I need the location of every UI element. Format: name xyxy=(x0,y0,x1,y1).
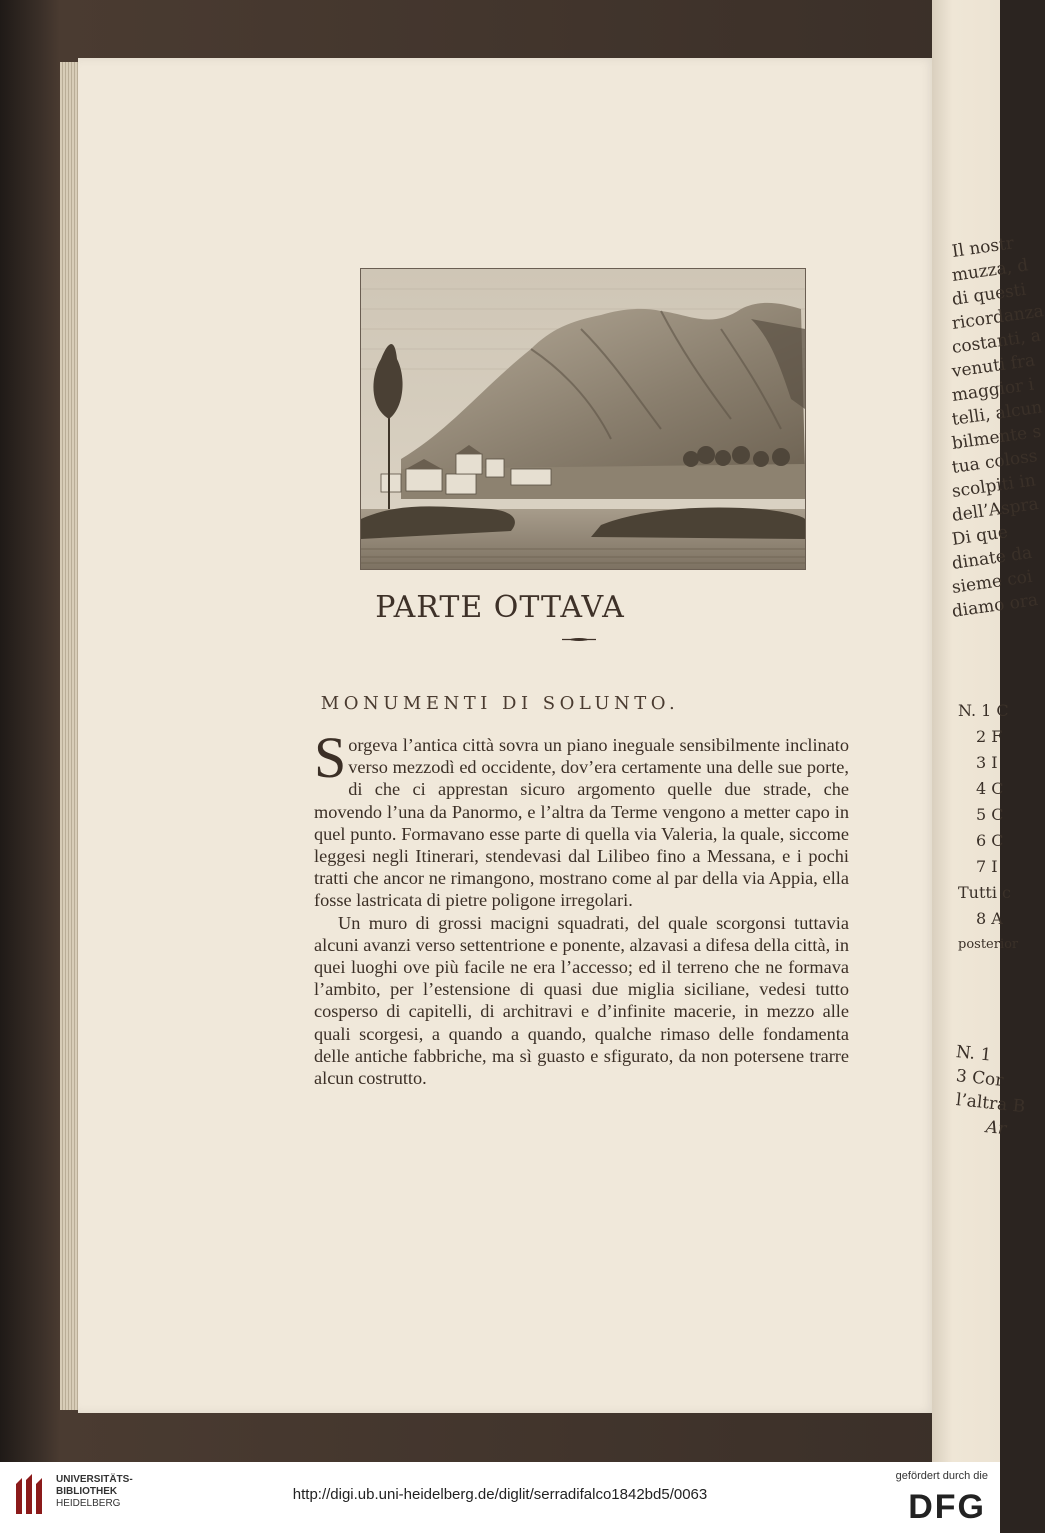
facing-text-block-a xyxy=(950,233,1045,624)
facing-line: muzza, d xyxy=(950,255,1030,286)
facing-page xyxy=(932,0,1045,1462)
ornament-rule xyxy=(562,638,596,641)
paragraph-1 xyxy=(314,725,849,912)
facing-line: telli, alcun xyxy=(950,397,1044,430)
facing-line: 8 A xyxy=(976,909,1003,928)
facing-line: ricordanza xyxy=(950,301,1045,334)
drop-cap: S xyxy=(314,725,347,790)
facing-line: bilmente s xyxy=(950,421,1043,454)
facing-line: di questi xyxy=(950,279,1028,310)
logo-line: HEIDELBERG xyxy=(56,1498,121,1509)
paragraph-2: Un muro di grossi macigni squadrati, del quale scorgonsi tuttavia alcuni avanzi verso settentrione e ponente, alzavasi a difesa della città, in quei luoghi ove più facile ne era l’accesso; ed il terreno che ne formava l’ambito, per l’estensione di quasi due miglia siciliane, vedesi tutto cosperso di capitelli, di architravi e d’infinite macerie, in mezzo alle quali scorgesi, a quando a quando, qualche rimaso delle fondamenta delle antiche fabbriche, ma sì guasto e sfigurato, da non potersene trarre alcun costrutto. xyxy=(314,912,849,1089)
facing-line: 5 C xyxy=(976,805,1004,824)
facing-line: 4 C xyxy=(976,779,1004,798)
facing-line: Ar xyxy=(984,1117,1008,1140)
facing-line: scolpiti in xyxy=(950,470,1037,502)
facing-text-block-b xyxy=(958,698,1018,958)
facing-line: Il nostr xyxy=(950,233,1016,262)
engraving-plate xyxy=(360,268,806,570)
facing-line: costanti, a xyxy=(950,325,1043,358)
facing-line: dinate da xyxy=(950,542,1034,574)
dfg-logo: DFG xyxy=(908,1488,986,1526)
facing-line: 7 I xyxy=(976,857,998,876)
facing-line: maggior i xyxy=(950,374,1036,406)
facing-line: tua coloss xyxy=(950,446,1039,478)
facing-line: 2 F xyxy=(976,727,1003,746)
facing-line: N. 1 xyxy=(954,1042,993,1066)
footer-bar xyxy=(0,1462,1000,1533)
facing-line: l’altra B xyxy=(954,1090,1027,1118)
facing-line: diamo ora xyxy=(950,590,1040,622)
landscape-engraving xyxy=(361,269,805,569)
paragraph-1-text: orgeva l’antica città sovra un piano ineguale sensibilmente inclinato verso mezzodì ed occidente, dov’era certamente una delle sue porte, di che ci apprestan sicuro argomento quelle due strade, che movendo l’una da Panormo, e l’altra da Terme vengono a metter capo in quel punto. Formavano esse parte di quella via Valeria, la quale, siccome leggesi negli Itinerari, stendevasi dal Lilibeo fino a Messana, e i pochi tratti che ancor ne rimangono, mostrano come al par della via Appia, ella fosse lastricata di pietre poligone irregolari. xyxy=(314,735,849,911)
facing-text-block-c xyxy=(954,1040,1027,1140)
funded-by-label: gefördert durch die xyxy=(895,1470,988,1482)
permalink-url[interactable]: http://digi.ub.uni-heidelberg.de/diglit/serradifalco1842bd5/0063 xyxy=(292,1486,708,1503)
section-subtitle: MONUMENTI DI SOLUNTO. xyxy=(320,693,680,714)
facing-line: 6 C xyxy=(976,831,1004,850)
facing-line: venuti fra xyxy=(950,350,1037,382)
logo-line: UNIVERSITÄTS- xyxy=(56,1474,133,1485)
page-edges xyxy=(60,62,80,1410)
facing-line: 3 Cor xyxy=(954,1066,1005,1091)
facing-line: dell’Aspra xyxy=(950,493,1040,526)
facing-line: N. 1 C xyxy=(958,701,1009,720)
facing-line: Tutti c xyxy=(958,883,1011,902)
facing-line: 3 I xyxy=(976,753,998,772)
logo-line: BIBLIOTHEK xyxy=(56,1486,118,1497)
page-title: PARTE OTTAVA xyxy=(375,590,625,625)
facing-line: sieme coi xyxy=(950,566,1034,598)
facing-line: Di que xyxy=(950,522,1010,550)
body-text xyxy=(314,725,849,1089)
facing-line: posterior xyxy=(958,937,1019,952)
